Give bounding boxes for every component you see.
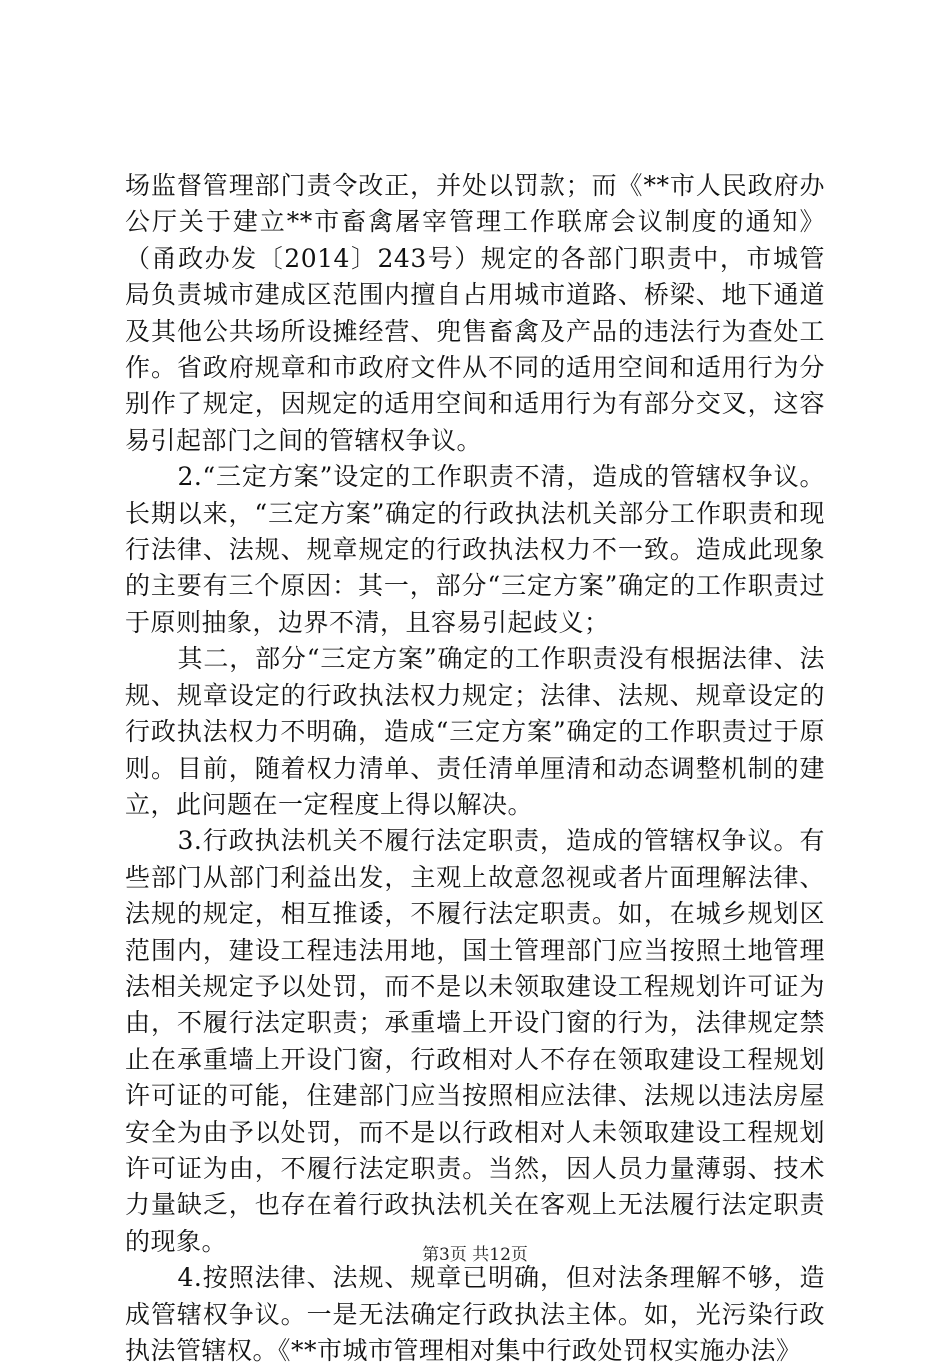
paragraph-5: 4.按照法律、法规、规章已明确，但对法条理解不够，造成管辖权争议。一是无法确定行政执法主体。如，光污染行政执法管辖权。《**市城市管理相对集中行政处罚权实施办法》 xyxy=(125,1263,825,1365)
paragraph-2: 2.“三定方案”设定的工作职责不清，造成的管辖权争议。长期以来，“三定方案”确定的行政执法机关部分工作职责和现行法律、法规、规章规定的行政执法权力不一致。造成此现象的主要有三个原因：其一，部分“三定方案”确定的工作职责过于原则抽象，边界不清，且容易引起歧义； xyxy=(125,462,825,637)
page-number-footer: 第3页 共12页 xyxy=(422,1245,528,1265)
paragraph-4: 3.行政执法机关不履行法定职责，造成的管辖权争议。有些部门从部门利益出发，主观上故意忽视或者片面理解法律、法规的规定，相互推诿，不履行法定职责。如，在城乡规划区范围内，建设工程违法用地，国土管理部门应当按照土地管理法相关规定予以处罚，而不是以未领取建设工程规划许可证为由，不履行法定职责；承重墙上开设门窗的行为，法律规定禁止在承重墙上开设门窗，行政相对人不存在领取建设工程规划许可证的可能，住建部门应当按照相应法律、法规以违法房屋安全为由予以处罚，而不是以行政相对人未领取建设工程规划许可证为由，不履行法定职责。当然，因人员力量薄弱、技术力量缺乏，也存在着行政执法机关在客观上无法履行法定职责的现象。 xyxy=(125,826,825,1256)
document-body xyxy=(125,168,825,1369)
paragraph-3: 其二，部分“三定方案”确定的工作职责没有根据法律、法规、规章设定的行政执法权力规定；法律、法规、规章设定的行政执法权力不明确，造成“三定方案”确定的工作职责过于原则。目前，随着权力清单、责任清单厘清和动态调整机制的建立，此问题在一定程度上得以解决。 xyxy=(125,644,825,819)
paragraph-1: 场监督管理部门责令改正，并处以罚款；而《**市人民政府办公厅关于建立**市畜禽屠宰管理工作联席会议制度的通知》（甬政办发〔2014〕243号）规定的各部门职责中，市城管局负责城市建成区范围内擅自占用城市道路、桥梁、地下通道及其他公共场所设摊经营、兜售畜禽及产品的违法行为查处工作。省政府规章和市政府文件从不同的适用空间和适用行为分别作了规定，因规定的适用空间和适用行为有部分交叉，这容易引起部门之间的管辖权争议。 xyxy=(125,171,825,455)
